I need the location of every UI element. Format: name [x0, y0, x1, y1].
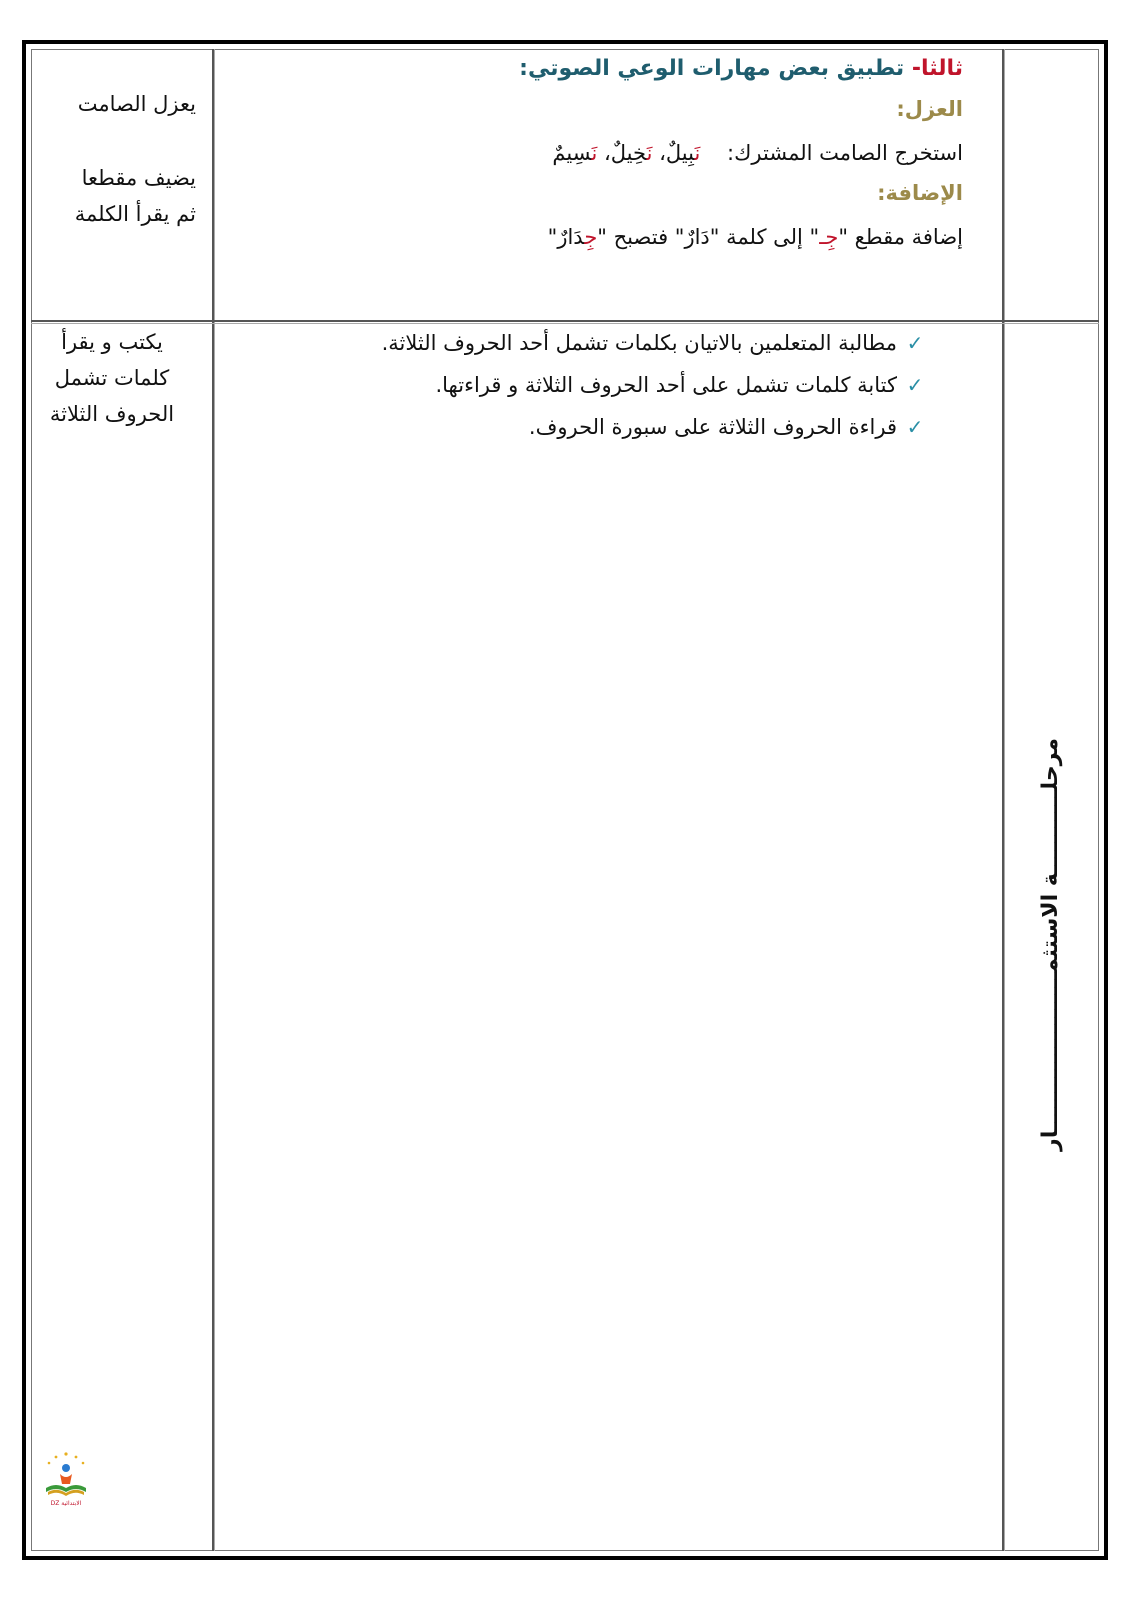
- inner-border-right: [1098, 49, 1099, 1551]
- competency-isolate-text: يعزل الصامت: [77, 92, 196, 116]
- competency-write-line1: يكتب و يقرأ: [61, 330, 163, 354]
- inner-border-left: [31, 49, 32, 1551]
- lesson-table: [22, 40, 1108, 1560]
- check-icon: ✓: [906, 415, 924, 439]
- checklist-item: [173, 322, 933, 364]
- competency-isolate: [28, 86, 196, 122]
- word-1: نَبِيلٌ: [665, 141, 701, 165]
- logo-text: DZ الابتدائية: [50, 1500, 82, 1507]
- logo-icon: [40, 1450, 92, 1508]
- inner-border-bottom: [31, 1550, 1099, 1551]
- checklist-item-text: كتابة كلمات تشمل على أحد الحروف الثلاثة و قراءتها.: [435, 373, 897, 397]
- section-heading: [203, 52, 963, 86]
- addition-syllable: جِـ: [819, 225, 839, 249]
- section-title: تطبيق بعض مهارات الوعي الصوتي:: [519, 56, 912, 81]
- competency-add-line2: ثم يقرأ الكلمة: [74, 202, 196, 226]
- isolation-line: استخرج الصامت المشترك: نَبِيلٌ، نَخِيلٌ، نَسِيمٌ: [552, 141, 963, 165]
- word-2: نَخِيلٌ: [610, 141, 653, 165]
- column-divider-left-inner: [214, 49, 215, 1551]
- checklist-item-text: قراءة الحروف الثلاثة على سبورة الحروف.: [528, 415, 897, 439]
- check-icon: ✓: [906, 331, 924, 355]
- word-3: نَسِيمٌ: [552, 141, 598, 165]
- checklist-item: [173, 364, 933, 406]
- addition-line: إضافة مقطع "جِـ" إلى كلمة "دَارٌ" فتصبح "جِدَارٌ": [547, 225, 963, 249]
- checklist-item-text: مطالبة المتعلمين بالاتيان بكلمات تشمل أحد الحروف الثلاثة.: [381, 331, 897, 355]
- addition-label: الإضافة:: [877, 181, 963, 205]
- competency-add: [28, 160, 196, 232]
- activity-checklist: [173, 322, 933, 448]
- column-divider-right-inner: [1004, 49, 1005, 1551]
- competency-write-line3: الحروف الثلاثة: [49, 402, 175, 426]
- competency-write: [28, 324, 196, 432]
- isolation-label: العزل:: [896, 97, 963, 121]
- school-logo: [40, 1450, 92, 1508]
- checklist-item: [173, 406, 933, 448]
- isolation-instruction: استخرج الصامت المشترك:: [727, 141, 963, 165]
- inner-border-top: [31, 49, 1099, 50]
- section-number: ثالثا-: [911, 56, 963, 81]
- check-icon: ✓: [906, 373, 924, 397]
- competency-add-line1: يضيف مقطعا: [81, 166, 196, 190]
- competency-write-line2: كلمات تشمل: [54, 366, 170, 390]
- stage-label: مرحلـــــــــــة الاستثمـــــــــــــــــــــار: [1038, 738, 1063, 1151]
